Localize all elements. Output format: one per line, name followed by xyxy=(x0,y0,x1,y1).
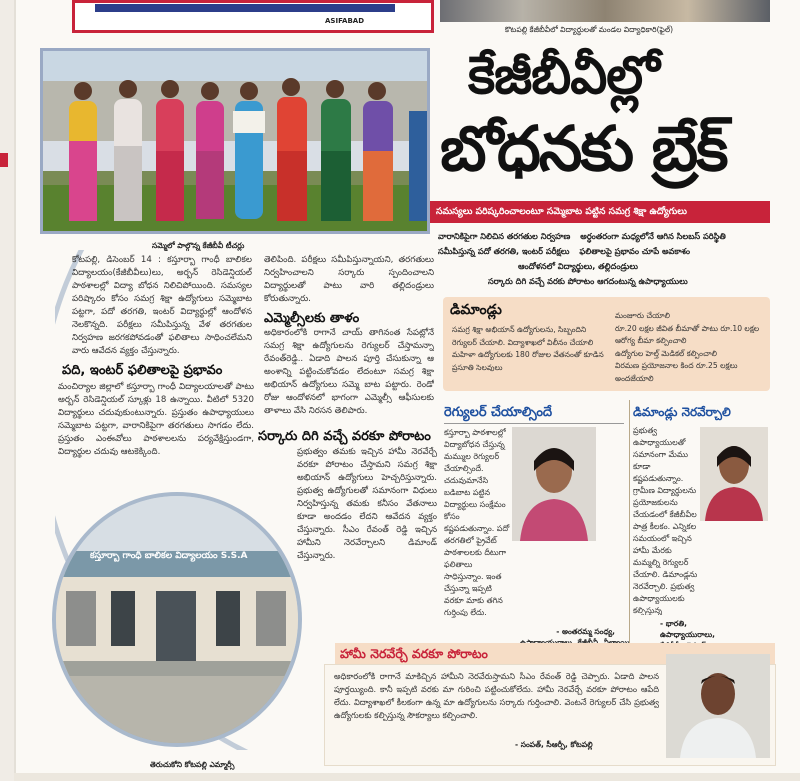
bullet-item: సమీపిస్తున్న పదో తరగతి, ఇంటర్ పరీక్షలు xyxy=(438,246,570,256)
demands-title: డిమాండ్లు xyxy=(450,302,502,318)
regular-text: కస్తూర్బా పాఠశాలల్లో విద్యాబోధన చేస్తున్న మమ్ముల రెగ్యులర్ చేయాల్సిందే. చదువుమానేసి బడిబాట పట్టిన విద్యార్థులు సంక్షేమం కోసం కష్టపడుతున్నాం. పదో తరగతిలో ప్రైవేట్ పాఠశాలలకు దీటుగా ఫలితాలు సాధిస్తున్నాం. ఇంత చేస్తున్నా ఇప్పటి వరకూ మాకు తగిన గుర్తింపు లేదు. xyxy=(444,428,510,617)
fulfil-text: ప్రభుత్వ ఉపాధ్యాయులతో సమానంగా మేము కూడా కష్టపడుతున్నాం. గ్రామీణ విద్యార్థులను ప్రయోజకులను చేయడంలో కేజీబీవీల పాత్ర కీలకం. ఎన్నికల సమయంలో ఇచ్చిన హామీ మేరకు మమ్మల్ని రెగ్యులర్ చేయాలి. డిమాండ్లను నెరవేర్చాలి. ప్రభుత్వ ఉపాధ్యాయులకు కల్పిస్తున్న xyxy=(633,426,698,615)
top-photo xyxy=(440,0,770,22)
article-col2-text: తెలిపింది. పరీక్షలు సమీపిస్తున్నాయని, తరగతులు నిర్వహించాలని సర్కారు స్పందించాలని విద్యార్థులతో పాటు వారి తల్లిదండ్రులు కోరుతున్నారు. xyxy=(264,255,434,304)
regular-photo xyxy=(512,427,596,541)
bullet-item: సర్కారు దిగి వచ్చే వరకు పోరాటం ఆగదంటున్న ఉపాధ్యాయులు xyxy=(488,276,688,286)
teachers-photo-caption: సమ్మెలో పాల్గొన్న కేజీబీవీ టీచర్లు xyxy=(152,241,245,250)
promise-title: హామీ నెరవేర్చే వరకూ పోరాటం xyxy=(340,646,488,661)
fulfil-photo-image xyxy=(700,427,768,521)
ad-banner xyxy=(72,0,434,33)
teachers-photo xyxy=(40,48,430,234)
promise-signature: - సంపత్, సీఆర్పీ, కోటపల్లి xyxy=(515,740,593,749)
demand-item: మహిళా ఉద్యోగులకు 180 రోజుల వేతనంతో కూడిన ప్రసూతి సెలవులు xyxy=(452,350,604,372)
article-col1-text2: మంచిర్యాల జిల్లాలో కస్తూర్బా గాంధీ విద్యాలయాలతో పాటు అర్బన్ రెసిడెన్షియల్ స్కూళ్లు 18 ఉన్నాయి. వీటిలో 5320 విద్యార్థులు చదువుకుంటున్నారు. ప్రస్తుతం ఉపాధ్యాయులు సమ్మెబాట పట్టగా, వారానికిపైగా తరగతులు సాగడం లేదు. ప్రస్తుతం ఎంఈవోలు పాఠశాలలను పర్యవేక్షిస్తుండగా, విద్యార్థుల చదువు ఆటకెక్కింది. xyxy=(58,382,254,457)
bullet-item: ఆందోళనలో విద్యార్థులు, తల్లిదండ్రులు xyxy=(518,261,639,271)
bullet-row-2 xyxy=(438,244,773,259)
building-photo-image xyxy=(56,496,298,743)
article-col2-text2: అధికారంలోకి రాగానే చాయ్ తాగినంత సేపట్లోనే సమగ్ర శిక్షా ఉద్యోగులను రెగ్యులర్ చేస్తామన్నా రేవంత్‌రెడ్డి.. ఏడాది పాలన పూర్తి చేసుకున్నా ఆ అంశాన్ని పట్టించుకోవడం లేదంటూ సమగ్ర శిక్షా అభియాన్ ఉద్యోగులు సమ్మె బాట పట్టారు. రెండో రోజు ఆందోళనలో భాగంగా ఎమ్మెల్సీ ఆఫీసులకు తాళాలు వేసి నిరసన తెలిపారు. xyxy=(264,328,434,416)
left-margin-strip xyxy=(0,0,15,781)
bullet-item: ఫలితాలపై ప్రభావం చూపే అవకాశం xyxy=(579,246,691,256)
demand-item: విరమణ ప్రయోజనాల కింద రూ.25 లక్షలు అందజేయాలి xyxy=(615,361,738,383)
regular-sig-name: - అంతరమ్మ సంధ్య, xyxy=(556,627,615,636)
teachers-photo-image xyxy=(43,51,429,233)
headline-line2: బోధనకు బ్రేక్ xyxy=(440,112,727,185)
bullet-row-3 xyxy=(438,259,773,274)
regular-title: రెగ్యులర్ చేయాల్సిందే xyxy=(444,405,553,420)
fulfil-photo xyxy=(700,427,768,521)
building-photo-caption: తెరుచుకోని కోటపల్లి ఎమ్మార్సీ xyxy=(150,760,235,769)
building-sign-text: కస్తూర్బా గాంధీ బాలికల విద్యాలయం S.S.A xyxy=(90,551,248,561)
col1-subheading: పది, ఇంటర్ ఫలితాలపై ప్రభావం xyxy=(62,363,223,378)
subtitle-text: సమస్యలు పరిష్కరించాలంటూ సమ్మెబాట పట్టిన సమగ్ర శిక్షా ఉద్యోగులు xyxy=(436,206,687,217)
fulfil-title: డిమాండ్లు నెరవేర్చాలి xyxy=(633,405,731,419)
bullet-row-1 xyxy=(438,229,773,244)
article-col2-text3: ప్రభుత్వం తమకు ఇచ్చిన హామీ నెరవేర్చే వరకూ పోరాటం చేస్తామని సమగ్ర శిక్షా అభియాన్ ఉద్యోగులు హెచ్చరిస్తున్నారు. ప్రభుత్వ ఉద్యోగులతో సమానంగా విధులు నిర్వహిస్తున్న తమకు కనీసం వేతనాలు కూడా అందడం లేదని ఆవేదన వ్యక్తం చేస్తున్నారు. సీఎం రేవంత్ రెడ్డి ఇచ్చిన హామీని నెరవేర్చాలని డిమాండ్ చేస్తున్నారు. xyxy=(297,447,437,561)
promise-photo-image xyxy=(666,654,770,758)
regular-photo-image xyxy=(512,427,596,541)
margin-red-tab xyxy=(0,153,8,167)
demand-item: సమగ్ర శిక్షా అభియాన్ ఉద్యోగులను, సిబ్బందిని రెగ్యులర్ చేయాలి. విద్యాశాఖలో విలీనం చేయాలి xyxy=(452,325,594,347)
building-photo xyxy=(52,492,302,747)
bullet-item: అర్ధంతరంగా మధ్యలోనే ఆగిన సిలబస్ పరిస్థితి xyxy=(580,231,726,241)
promise-photo xyxy=(666,654,770,758)
fulfil-sig-role: ఉపాధ్యాయురాలు, xyxy=(660,630,715,639)
top-photo-caption: కొటపల్లి కేజీబీవీలో విద్యార్థులతో మండల విద్యాధికారి(ఫైల్) xyxy=(505,25,674,34)
demand-item: రూ.20 లక్షల జీవిత బీమాతో పాటు రూ.10 లక్షల ఆరోగ్య బీమా కల్పించాలి xyxy=(615,323,760,345)
demands-right-list xyxy=(615,310,765,385)
headline-line1: కేజీబీవీల్లో xyxy=(468,46,659,106)
bullet-list xyxy=(438,229,773,289)
ad-blue-bar xyxy=(95,4,395,12)
margin-rule xyxy=(14,0,16,781)
ad-location: ASIFABAD xyxy=(325,17,365,25)
promise-text: అధికారంలోకి రాగానే మాకిచ్చిన హామీని నెరవేరుస్తామని సీఎం రేవంత్ రెడ్డి చెప్పారు. ఏడాది పాలన పూర్తయ్యింది. కానీ ఇప్పటి వరకు మా గురించి పట్టించుకోలేదు. హామీ నెరవేర్చే వరకూ పోరాటం ఆపేది లేదు. విద్యాశాఖలో కీలకంగా ఉన్న మా ఉద్యోగులను సర్కారు గుర్తించాలి. వెంటనే రెగ్యులర్ చేసి ప్రభుత్వ ఉద్యోగులకు కల్పిస్తున్న సౌకర్యాలు కల్పించాలి. xyxy=(334,671,659,720)
col2-subheading-2: సర్కారు దిగి వచ్చే వరకూ పోరాటం xyxy=(258,429,431,444)
demand-item: ఉద్యోగుల హెల్త్ మెడికల్ కల్పించాలి xyxy=(615,348,717,358)
fulfil-divider xyxy=(629,400,630,650)
bullet-item: వారానికిపైగా నిలిచిన తరగతుల నిర్వహణ xyxy=(438,231,571,241)
regular-title-rule xyxy=(444,423,624,424)
demand-item: మంజూరు చేయాలి xyxy=(615,311,670,320)
bullet-row-4 xyxy=(438,274,773,289)
bottom-rule xyxy=(14,773,800,781)
demands-left-list xyxy=(452,324,609,374)
article-col1-text: కోటపల్లి, డిసెంబర్ 14 : కస్తూర్బా గాంధీ బాలికల విద్యాలయం(కేజీబీవీలు)లు, అర్బన్ రెసిడెన్షియల్ పాఠశాలల్లో విద్యా బోధన నిలిచిపోయింది. సమస్యల పరిష్కారం కోసం సమగ్ర శిక్షా ఉద్యోగులు సమ్మెబాట పట్టగా, పదో తరగతి, ఇంటర్ విద్యార్థుల్లో ఆందోళన నెలకొన్నది. పరీక్షలు సమీపిస్తున్న వేళ తరగతుల నిర్వహణ జరగకపోవడంతో ఫలితాలు సాధించలేమని వారు ఆవేదన వ్యక్తం చేస్తున్నారు. xyxy=(72,255,252,356)
fulfil-sig-name: - భారతి, xyxy=(660,619,687,628)
col2-subheading-1: ఎమ్మెల్సీలకు తాళం xyxy=(264,311,360,326)
